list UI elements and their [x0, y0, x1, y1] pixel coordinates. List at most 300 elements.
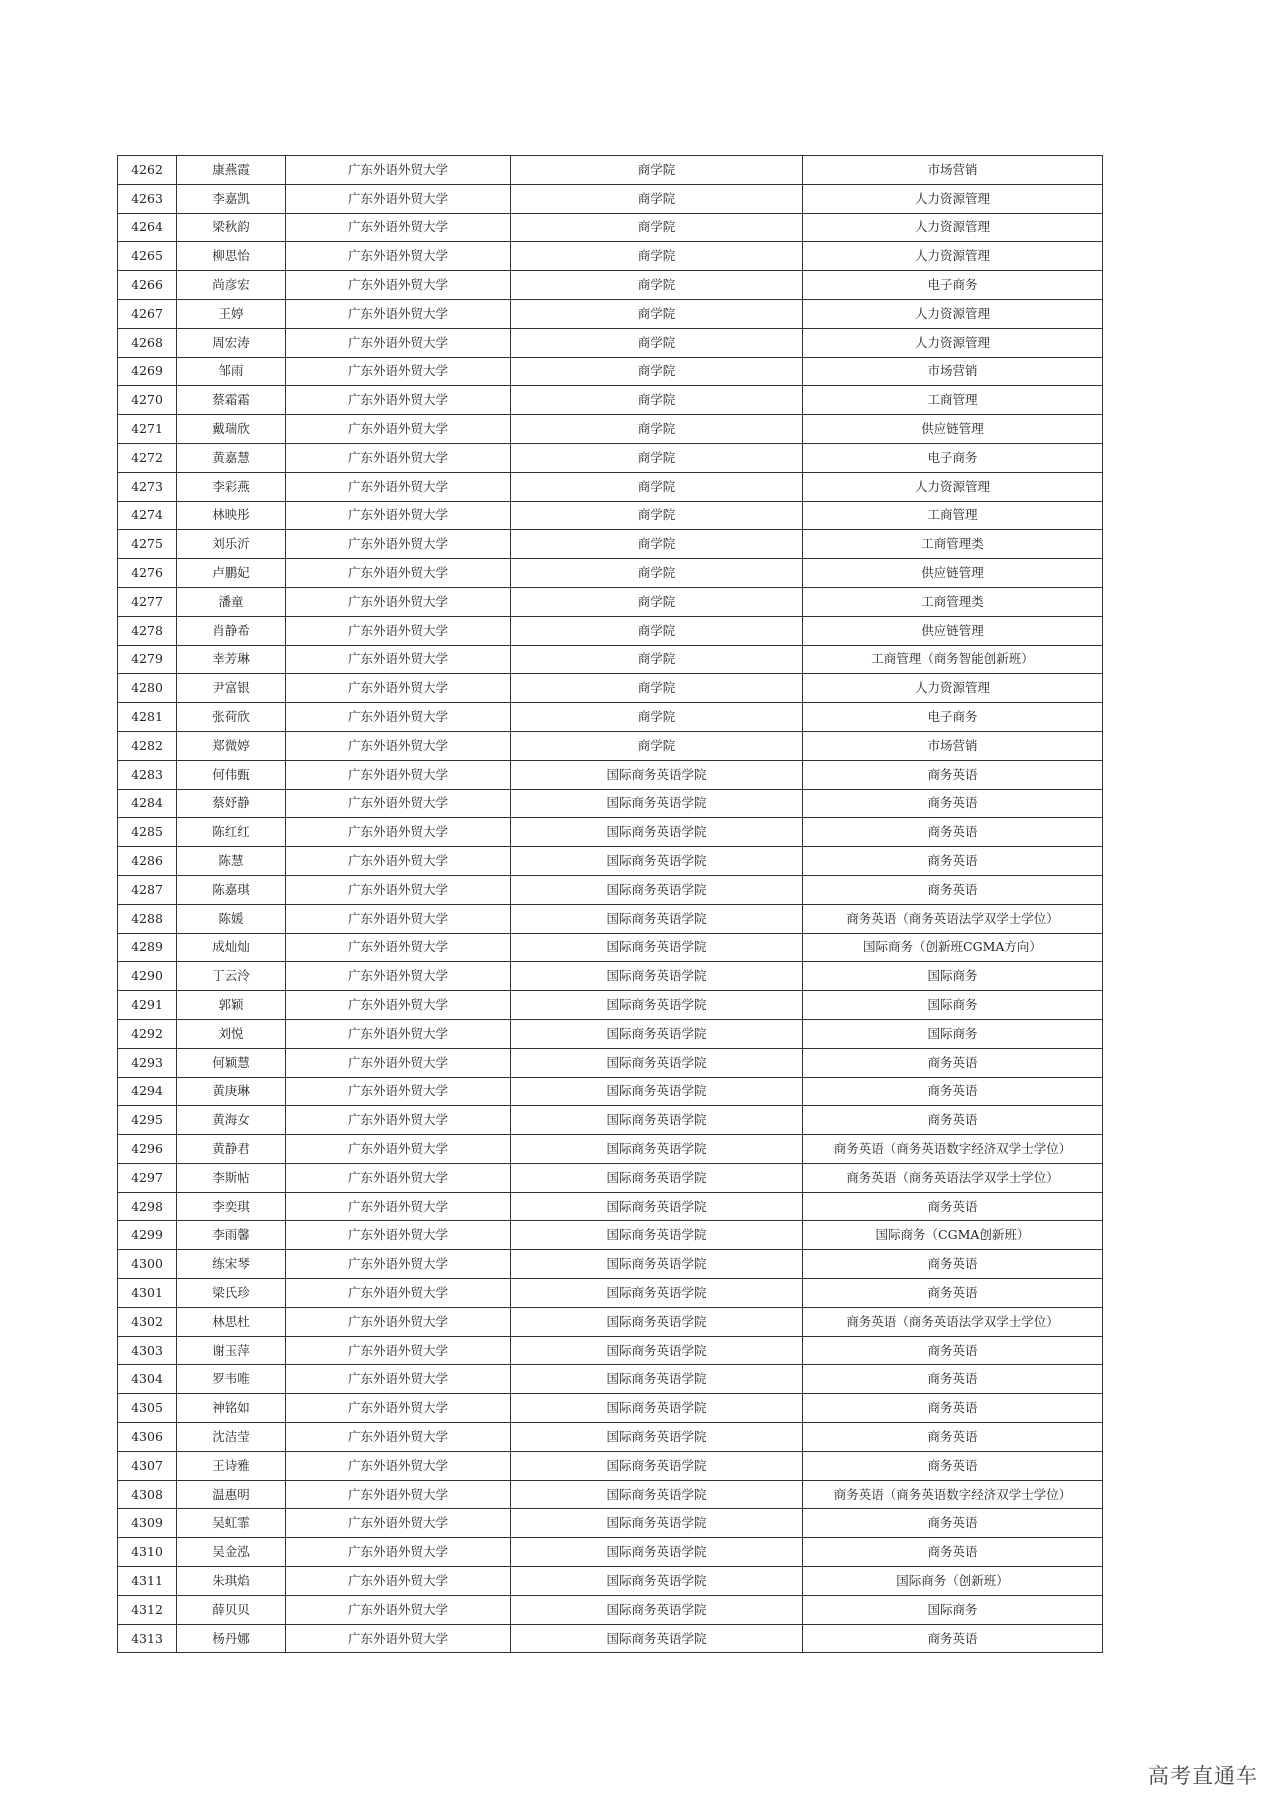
cell-name: 蔡妤静	[177, 789, 286, 818]
cell-number: 4268	[118, 328, 177, 357]
cell-name: 梁氏珍	[177, 1279, 286, 1308]
student-roster-table	[117, 155, 1103, 1653]
cell-major: 商务英语	[803, 875, 1103, 904]
cell-major: 国际商务（创新班）	[803, 1567, 1103, 1596]
cell-college: 商学院	[511, 242, 803, 271]
cell-major: 工商管理类	[803, 587, 1103, 616]
cell-college: 国际商务英语学院	[511, 1509, 803, 1538]
table-row	[118, 760, 1103, 789]
cell-name: 何颖慧	[177, 1048, 286, 1077]
cell-university: 广东外语外贸大学	[286, 1509, 511, 1538]
table-row	[118, 443, 1103, 472]
cell-number: 4288	[118, 904, 177, 933]
cell-major: 工商管理	[803, 386, 1103, 415]
cell-name: 陈红红	[177, 818, 286, 847]
cell-name: 丁云泠	[177, 962, 286, 991]
table-row	[118, 1595, 1103, 1624]
cell-university: 广东外语外贸大学	[286, 1394, 511, 1423]
table-row	[118, 1250, 1103, 1279]
cell-college: 国际商务英语学院	[511, 904, 803, 933]
cell-number: 4274	[118, 501, 177, 530]
cell-number: 4280	[118, 674, 177, 703]
table-row	[118, 1135, 1103, 1164]
cell-name: 刘悦	[177, 1019, 286, 1048]
table-row	[118, 904, 1103, 933]
cell-college: 国际商务英语学院	[511, 1624, 803, 1653]
cell-name: 卢鹏妃	[177, 559, 286, 588]
cell-college: 国际商务英语学院	[511, 1135, 803, 1164]
cell-number: 4284	[118, 789, 177, 818]
cell-university: 广东外语外贸大学	[286, 328, 511, 357]
cell-number: 4266	[118, 271, 177, 300]
table-row	[118, 271, 1103, 300]
cell-college: 商学院	[511, 415, 803, 444]
cell-college: 国际商务英语学院	[511, 847, 803, 876]
cell-college: 国际商务英语学院	[511, 1279, 803, 1308]
cell-name: 郑微婷	[177, 731, 286, 760]
cell-major: 商务英语	[803, 818, 1103, 847]
watermark-text: 高考直通车	[1148, 1764, 1258, 1788]
cell-number: 4298	[118, 1192, 177, 1221]
table-row	[118, 357, 1103, 386]
cell-college: 国际商务英语学院	[511, 1077, 803, 1106]
cell-college: 国际商务英语学院	[511, 1365, 803, 1394]
cell-number: 4311	[118, 1567, 177, 1596]
cell-university: 广东外语外贸大学	[286, 242, 511, 271]
cell-number: 4276	[118, 559, 177, 588]
cell-university: 广东外语外贸大学	[286, 645, 511, 674]
cell-number: 4308	[118, 1480, 177, 1509]
cell-name: 张荷欣	[177, 703, 286, 732]
table-row	[118, 415, 1103, 444]
cell-university: 广东外语外贸大学	[286, 1451, 511, 1480]
cell-college: 商学院	[511, 443, 803, 472]
cell-university: 广东外语外贸大学	[286, 271, 511, 300]
table-row	[118, 616, 1103, 645]
cell-number: 4264	[118, 213, 177, 242]
cell-major: 商务英语	[803, 1423, 1103, 1452]
cell-major: 商务英语	[803, 760, 1103, 789]
table-row	[118, 1451, 1103, 1480]
cell-college: 国际商务英语学院	[511, 789, 803, 818]
cell-name: 罗韦唯	[177, 1365, 286, 1394]
table-row	[118, 933, 1103, 962]
cell-number: 4262	[118, 156, 177, 185]
table-row	[118, 1307, 1103, 1336]
cell-name: 神铭如	[177, 1394, 286, 1423]
cell-major: 电子商务	[803, 271, 1103, 300]
cell-name: 黄嘉慧	[177, 443, 286, 472]
cell-university: 广东外语外贸大学	[286, 587, 511, 616]
cell-name: 邹雨	[177, 357, 286, 386]
cell-college: 国际商务英语学院	[511, 1106, 803, 1135]
cell-name: 李彩燕	[177, 472, 286, 501]
cell-number: 4270	[118, 386, 177, 415]
cell-university: 广东外语外贸大学	[286, 213, 511, 242]
cell-number: 4275	[118, 530, 177, 559]
cell-major: 工商管理	[803, 501, 1103, 530]
cell-number: 4287	[118, 875, 177, 904]
cell-name: 黄海女	[177, 1106, 286, 1135]
cell-number: 4301	[118, 1279, 177, 1308]
cell-name: 梁秋韵	[177, 213, 286, 242]
cell-university: 广东外语外贸大学	[286, 1567, 511, 1596]
cell-number: 4283	[118, 760, 177, 789]
cell-college: 商学院	[511, 530, 803, 559]
cell-university: 广东外语外贸大学	[286, 1624, 511, 1653]
cell-number: 4289	[118, 933, 177, 962]
cell-university: 广东外语外贸大学	[286, 1192, 511, 1221]
cell-university: 广东外语外贸大学	[286, 962, 511, 991]
cell-name: 周宏涛	[177, 328, 286, 357]
cell-college: 国际商务英语学院	[511, 1538, 803, 1567]
cell-major: 商务英语	[803, 1365, 1103, 1394]
cell-major: 商务英语	[803, 1250, 1103, 1279]
cell-name: 李奕琪	[177, 1192, 286, 1221]
cell-college: 国际商务英语学院	[511, 1567, 803, 1596]
cell-university: 广东外语外贸大学	[286, 299, 511, 328]
cell-number: 4265	[118, 242, 177, 271]
cell-number: 4263	[118, 184, 177, 213]
cell-college: 商学院	[511, 616, 803, 645]
cell-university: 广东外语外贸大学	[286, 1250, 511, 1279]
cell-university: 广东外语外贸大学	[286, 1019, 511, 1048]
cell-major: 人力资源管理	[803, 213, 1103, 242]
cell-college: 商学院	[511, 213, 803, 242]
table-row	[118, 1192, 1103, 1221]
cell-number: 4304	[118, 1365, 177, 1394]
cell-number: 4285	[118, 818, 177, 847]
cell-major: 国际商务	[803, 1595, 1103, 1624]
cell-number: 4297	[118, 1163, 177, 1192]
cell-college: 商学院	[511, 386, 803, 415]
cell-number: 4309	[118, 1509, 177, 1538]
cell-major: 市场营销	[803, 731, 1103, 760]
cell-college: 商学院	[511, 587, 803, 616]
cell-name: 尹富银	[177, 674, 286, 703]
table-row	[118, 472, 1103, 501]
cell-number: 4286	[118, 847, 177, 876]
cell-major: 商务英语（商务英语法学双学士学位）	[803, 1307, 1103, 1336]
cell-college: 商学院	[511, 645, 803, 674]
table-row	[118, 991, 1103, 1020]
cell-name: 陈媛	[177, 904, 286, 933]
table-row	[118, 1221, 1103, 1250]
cell-college: 商学院	[511, 703, 803, 732]
cell-college: 商学院	[511, 357, 803, 386]
table-row	[118, 1509, 1103, 1538]
cell-number: 4299	[118, 1221, 177, 1250]
cell-college: 国际商务英语学院	[511, 1307, 803, 1336]
cell-number: 4267	[118, 299, 177, 328]
cell-major: 商务英语（商务英语数字经济双学士学位）	[803, 1480, 1103, 1509]
cell-major: 市场营销	[803, 357, 1103, 386]
cell-college: 商学院	[511, 184, 803, 213]
cell-major: 电子商务	[803, 703, 1103, 732]
table-row	[118, 1163, 1103, 1192]
table-row	[118, 674, 1103, 703]
cell-college: 商学院	[511, 674, 803, 703]
cell-name: 薛贝贝	[177, 1595, 286, 1624]
table-row	[118, 645, 1103, 674]
cell-number: 4307	[118, 1451, 177, 1480]
table-row	[118, 818, 1103, 847]
cell-college: 商学院	[511, 271, 803, 300]
table-row	[118, 1480, 1103, 1509]
cell-college: 国际商务英语学院	[511, 1250, 803, 1279]
cell-college: 国际商务英语学院	[511, 991, 803, 1020]
cell-university: 广东外语外贸大学	[286, 731, 511, 760]
cell-number: 4310	[118, 1538, 177, 1567]
table-row	[118, 847, 1103, 876]
table-row	[118, 213, 1103, 242]
cell-university: 广东外语外贸大学	[286, 357, 511, 386]
cell-major: 商务英语	[803, 1451, 1103, 1480]
cell-name: 谢玉萍	[177, 1336, 286, 1365]
cell-university: 广东外语外贸大学	[286, 1077, 511, 1106]
cell-college: 国际商务英语学院	[511, 933, 803, 962]
cell-number: 4313	[118, 1624, 177, 1653]
cell-university: 广东外语外贸大学	[286, 1279, 511, 1308]
cell-university: 广东外语外贸大学	[286, 1336, 511, 1365]
cell-name: 林思杜	[177, 1307, 286, 1336]
cell-college: 国际商务英语学院	[511, 875, 803, 904]
table-row	[118, 1077, 1103, 1106]
cell-number: 4295	[118, 1106, 177, 1135]
table-row	[118, 1365, 1103, 1394]
cell-number: 4279	[118, 645, 177, 674]
cell-college: 国际商务英语学院	[511, 962, 803, 991]
cell-number: 4291	[118, 991, 177, 1020]
table-row	[118, 1423, 1103, 1452]
cell-name: 王诗雅	[177, 1451, 286, 1480]
cell-college: 国际商务英语学院	[511, 760, 803, 789]
cell-university: 广东外语外贸大学	[286, 904, 511, 933]
cell-name: 林映彤	[177, 501, 286, 530]
table-row	[118, 1394, 1103, 1423]
cell-number: 4273	[118, 472, 177, 501]
cell-name: 幸芳琳	[177, 645, 286, 674]
table-row	[118, 1106, 1103, 1135]
cell-number: 4269	[118, 357, 177, 386]
cell-number: 4302	[118, 1307, 177, 1336]
cell-major: 供应链管理	[803, 559, 1103, 588]
cell-university: 广东外语外贸大学	[286, 703, 511, 732]
cell-name: 吴金泓	[177, 1538, 286, 1567]
table-row	[118, 587, 1103, 616]
table-row	[118, 731, 1103, 760]
cell-university: 广东外语外贸大学	[286, 847, 511, 876]
cell-major: 商务英语	[803, 789, 1103, 818]
table-row	[118, 501, 1103, 530]
cell-number: 4271	[118, 415, 177, 444]
cell-name: 杨丹娜	[177, 1624, 286, 1653]
cell-college: 商学院	[511, 472, 803, 501]
table-row	[118, 962, 1103, 991]
cell-college: 国际商务英语学院	[511, 1423, 803, 1452]
table-row	[118, 875, 1103, 904]
cell-name: 李斯帖	[177, 1163, 286, 1192]
cell-major: 商务英语	[803, 1624, 1103, 1653]
cell-college: 国际商务英语学院	[511, 1048, 803, 1077]
cell-college: 商学院	[511, 559, 803, 588]
cell-name: 陈嘉琪	[177, 875, 286, 904]
cell-university: 广东外语外贸大学	[286, 1365, 511, 1394]
cell-major: 商务英语	[803, 1509, 1103, 1538]
table-row	[118, 1048, 1103, 1077]
cell-university: 广东外语外贸大学	[286, 1163, 511, 1192]
cell-name: 朱琪焰	[177, 1567, 286, 1596]
cell-name: 温惠明	[177, 1480, 286, 1509]
cell-university: 广东外语外贸大学	[286, 530, 511, 559]
cell-name: 柳思怡	[177, 242, 286, 271]
cell-name: 吴虹霏	[177, 1509, 286, 1538]
cell-major: 电子商务	[803, 443, 1103, 472]
cell-college: 国际商务英语学院	[511, 1394, 803, 1423]
cell-college: 国际商务英语学院	[511, 1451, 803, 1480]
cell-major: 商务英语	[803, 1048, 1103, 1077]
cell-major: 人力资源管理	[803, 674, 1103, 703]
cell-university: 广东外语外贸大学	[286, 156, 511, 185]
cell-name: 蔡霜霜	[177, 386, 286, 415]
cell-major: 人力资源管理	[803, 328, 1103, 357]
cell-major: 人力资源管理	[803, 299, 1103, 328]
table-row	[118, 1279, 1103, 1308]
cell-college: 国际商务英语学院	[511, 1019, 803, 1048]
cell-college: 国际商务英语学院	[511, 1221, 803, 1250]
cell-number: 4282	[118, 731, 177, 760]
table-row	[118, 242, 1103, 271]
table-row	[118, 1624, 1103, 1653]
cell-major: 商务英语	[803, 1538, 1103, 1567]
cell-college: 国际商务英语学院	[511, 1480, 803, 1509]
cell-university: 广东外语外贸大学	[286, 1538, 511, 1567]
cell-major: 商务英语	[803, 1192, 1103, 1221]
cell-major: 商务英语（商务英语数字经济双学士学位）	[803, 1135, 1103, 1164]
cell-major: 商务英语	[803, 1394, 1103, 1423]
cell-number: 4293	[118, 1048, 177, 1077]
table-row	[118, 1019, 1103, 1048]
cell-major: 人力资源管理	[803, 184, 1103, 213]
table-row	[118, 530, 1103, 559]
cell-name: 李嘉凯	[177, 184, 286, 213]
cell-major: 供应链管理	[803, 415, 1103, 444]
cell-major: 人力资源管理	[803, 242, 1103, 271]
cell-name: 郭颖	[177, 991, 286, 1020]
cell-university: 广东外语外贸大学	[286, 875, 511, 904]
cell-number: 4306	[118, 1423, 177, 1452]
cell-name: 黄静君	[177, 1135, 286, 1164]
cell-college: 商学院	[511, 328, 803, 357]
cell-major: 商务英语	[803, 1336, 1103, 1365]
cell-university: 广东外语外贸大学	[286, 472, 511, 501]
cell-name: 陈慧	[177, 847, 286, 876]
cell-university: 广东外语外贸大学	[286, 789, 511, 818]
cell-university: 广东外语外贸大学	[286, 1106, 511, 1135]
cell-college: 商学院	[511, 156, 803, 185]
cell-name: 成灿灿	[177, 933, 286, 962]
cell-major: 商务英语（商务英语法学双学士学位）	[803, 904, 1103, 933]
cell-college: 国际商务英语学院	[511, 1336, 803, 1365]
cell-college: 国际商务英语学院	[511, 818, 803, 847]
cell-number: 4312	[118, 1595, 177, 1624]
cell-name: 黄庚琳	[177, 1077, 286, 1106]
cell-major: 工商管理（商务智能创新班）	[803, 645, 1103, 674]
cell-university: 广东外语外贸大学	[286, 1480, 511, 1509]
cell-name: 刘乐沂	[177, 530, 286, 559]
cell-major: 市场营销	[803, 156, 1103, 185]
table-row	[118, 703, 1103, 732]
cell-college: 国际商务英语学院	[511, 1192, 803, 1221]
cell-number: 4296	[118, 1135, 177, 1164]
table-row	[118, 386, 1103, 415]
cell-number: 4294	[118, 1077, 177, 1106]
cell-university: 广东外语外贸大学	[286, 818, 511, 847]
cell-university: 广东外语外贸大学	[286, 559, 511, 588]
cell-number: 4305	[118, 1394, 177, 1423]
cell-college: 商学院	[511, 299, 803, 328]
cell-major: 供应链管理	[803, 616, 1103, 645]
cell-name: 练宋琴	[177, 1250, 286, 1279]
cell-major: 国际商务（创新班CGMA方向）	[803, 933, 1103, 962]
cell-name: 尚彦宏	[177, 271, 286, 300]
cell-number: 4303	[118, 1336, 177, 1365]
cell-university: 广东外语外贸大学	[286, 1048, 511, 1077]
cell-major: 商务英语	[803, 847, 1103, 876]
cell-number: 4300	[118, 1250, 177, 1279]
cell-name: 肖静希	[177, 616, 286, 645]
cell-university: 广东外语外贸大学	[286, 1221, 511, 1250]
table-row	[118, 156, 1103, 185]
cell-name: 戴瑞欣	[177, 415, 286, 444]
cell-university: 广东外语外贸大学	[286, 674, 511, 703]
cell-college: 商学院	[511, 731, 803, 760]
cell-university: 广东外语外贸大学	[286, 1423, 511, 1452]
cell-university: 广东外语外贸大学	[286, 501, 511, 530]
cell-major: 国际商务	[803, 1019, 1103, 1048]
cell-university: 广东外语外贸大学	[286, 386, 511, 415]
cell-number: 4290	[118, 962, 177, 991]
cell-university: 广东外语外贸大学	[286, 184, 511, 213]
cell-name: 康燕霞	[177, 156, 286, 185]
cell-university: 广东外语外贸大学	[286, 933, 511, 962]
cell-major: 人力资源管理	[803, 472, 1103, 501]
cell-name: 何伟甄	[177, 760, 286, 789]
cell-university: 广东外语外贸大学	[286, 415, 511, 444]
cell-university: 广东外语外贸大学	[286, 760, 511, 789]
cell-university: 广东外语外贸大学	[286, 1307, 511, 1336]
cell-number: 4292	[118, 1019, 177, 1048]
cell-college: 国际商务英语学院	[511, 1595, 803, 1624]
cell-major: 国际商务	[803, 991, 1103, 1020]
cell-name: 潘童	[177, 587, 286, 616]
cell-major: 商务英语	[803, 1106, 1103, 1135]
table-row	[118, 328, 1103, 357]
cell-college: 商学院	[511, 501, 803, 530]
table-row	[118, 789, 1103, 818]
cell-number: 4281	[118, 703, 177, 732]
cell-major: 国际商务（CGMA创新班）	[803, 1221, 1103, 1250]
cell-name: 沈洁莹	[177, 1423, 286, 1452]
cell-major: 商务英语	[803, 1077, 1103, 1106]
table-row	[118, 184, 1103, 213]
cell-college: 国际商务英语学院	[511, 1163, 803, 1192]
cell-university: 广东外语外贸大学	[286, 1135, 511, 1164]
cell-university: 广东外语外贸大学	[286, 616, 511, 645]
cell-number: 4272	[118, 443, 177, 472]
roster-table-body	[118, 156, 1103, 1653]
cell-university: 广东外语外贸大学	[286, 1595, 511, 1624]
